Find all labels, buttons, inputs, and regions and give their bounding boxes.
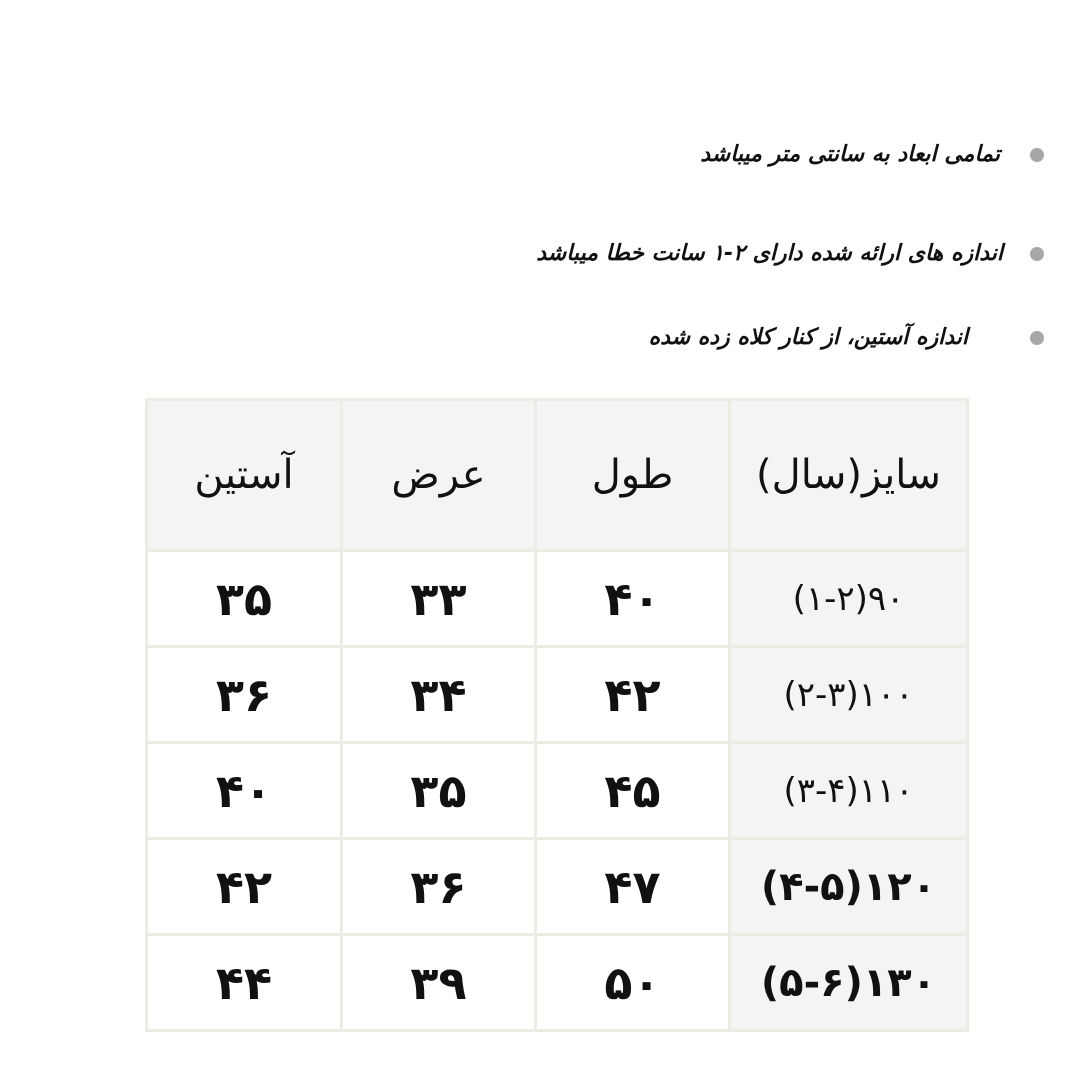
length-cell: ۴۰	[536, 551, 730, 647]
note-item	[700, 142, 1044, 167]
bullet-icon	[1030, 247, 1044, 261]
size-cell: ۱۱۰(۳-۴)	[730, 743, 968, 839]
sleeve-cell: ۳۵	[147, 551, 342, 647]
table-row	[147, 935, 968, 1031]
table-row	[147, 839, 968, 935]
note-item	[649, 325, 1044, 350]
header-width: عرض	[342, 400, 536, 551]
header-length: طول	[536, 400, 730, 551]
table-row	[147, 551, 968, 647]
size-cell: ۱۲۰(۴-۵)	[730, 839, 968, 935]
size-table	[145, 398, 969, 1032]
table-row	[147, 743, 968, 839]
width-cell: ۳۳	[342, 551, 536, 647]
length-cell: ۵۰	[536, 935, 730, 1031]
size-cell: ۱۰۰(۲-۳)	[730, 647, 968, 743]
header-size: سایز(سال)	[730, 400, 968, 551]
notes-list	[0, 0, 1080, 380]
sleeve-cell: ۴۲	[147, 839, 342, 935]
table-row	[147, 647, 968, 743]
length-cell: ۴۲	[536, 647, 730, 743]
width-cell: ۳۵	[342, 743, 536, 839]
sleeve-cell: ۳۶	[147, 647, 342, 743]
bullet-icon	[1030, 331, 1044, 345]
size-cell: ۹۰(۱-۲)	[730, 551, 968, 647]
note-text: اندازه آستین، از کنار کلاه زده شده	[648, 325, 968, 350]
length-cell: ۴۷	[536, 839, 730, 935]
sleeve-cell: ۴۴	[147, 935, 342, 1031]
bullet-icon	[1030, 148, 1044, 162]
sleeve-cell: ۴۰	[147, 743, 342, 839]
width-cell: ۳۶	[342, 839, 536, 935]
width-cell: ۳۴	[342, 647, 536, 743]
header-sleeve: آستین	[147, 400, 342, 551]
width-cell: ۳۹	[342, 935, 536, 1031]
length-cell: ۴۵	[536, 743, 730, 839]
size-cell: ۱۳۰(۵-۶)	[730, 935, 968, 1031]
table-header-row	[147, 400, 968, 551]
note-item	[536, 241, 1044, 266]
note-text: تمامی ابعاد به سانتی متر میباشد	[700, 142, 1000, 167]
note-text: اندازه های ارائه شده دارای ۲-۱ سانت خطا میباشد	[536, 241, 1003, 266]
